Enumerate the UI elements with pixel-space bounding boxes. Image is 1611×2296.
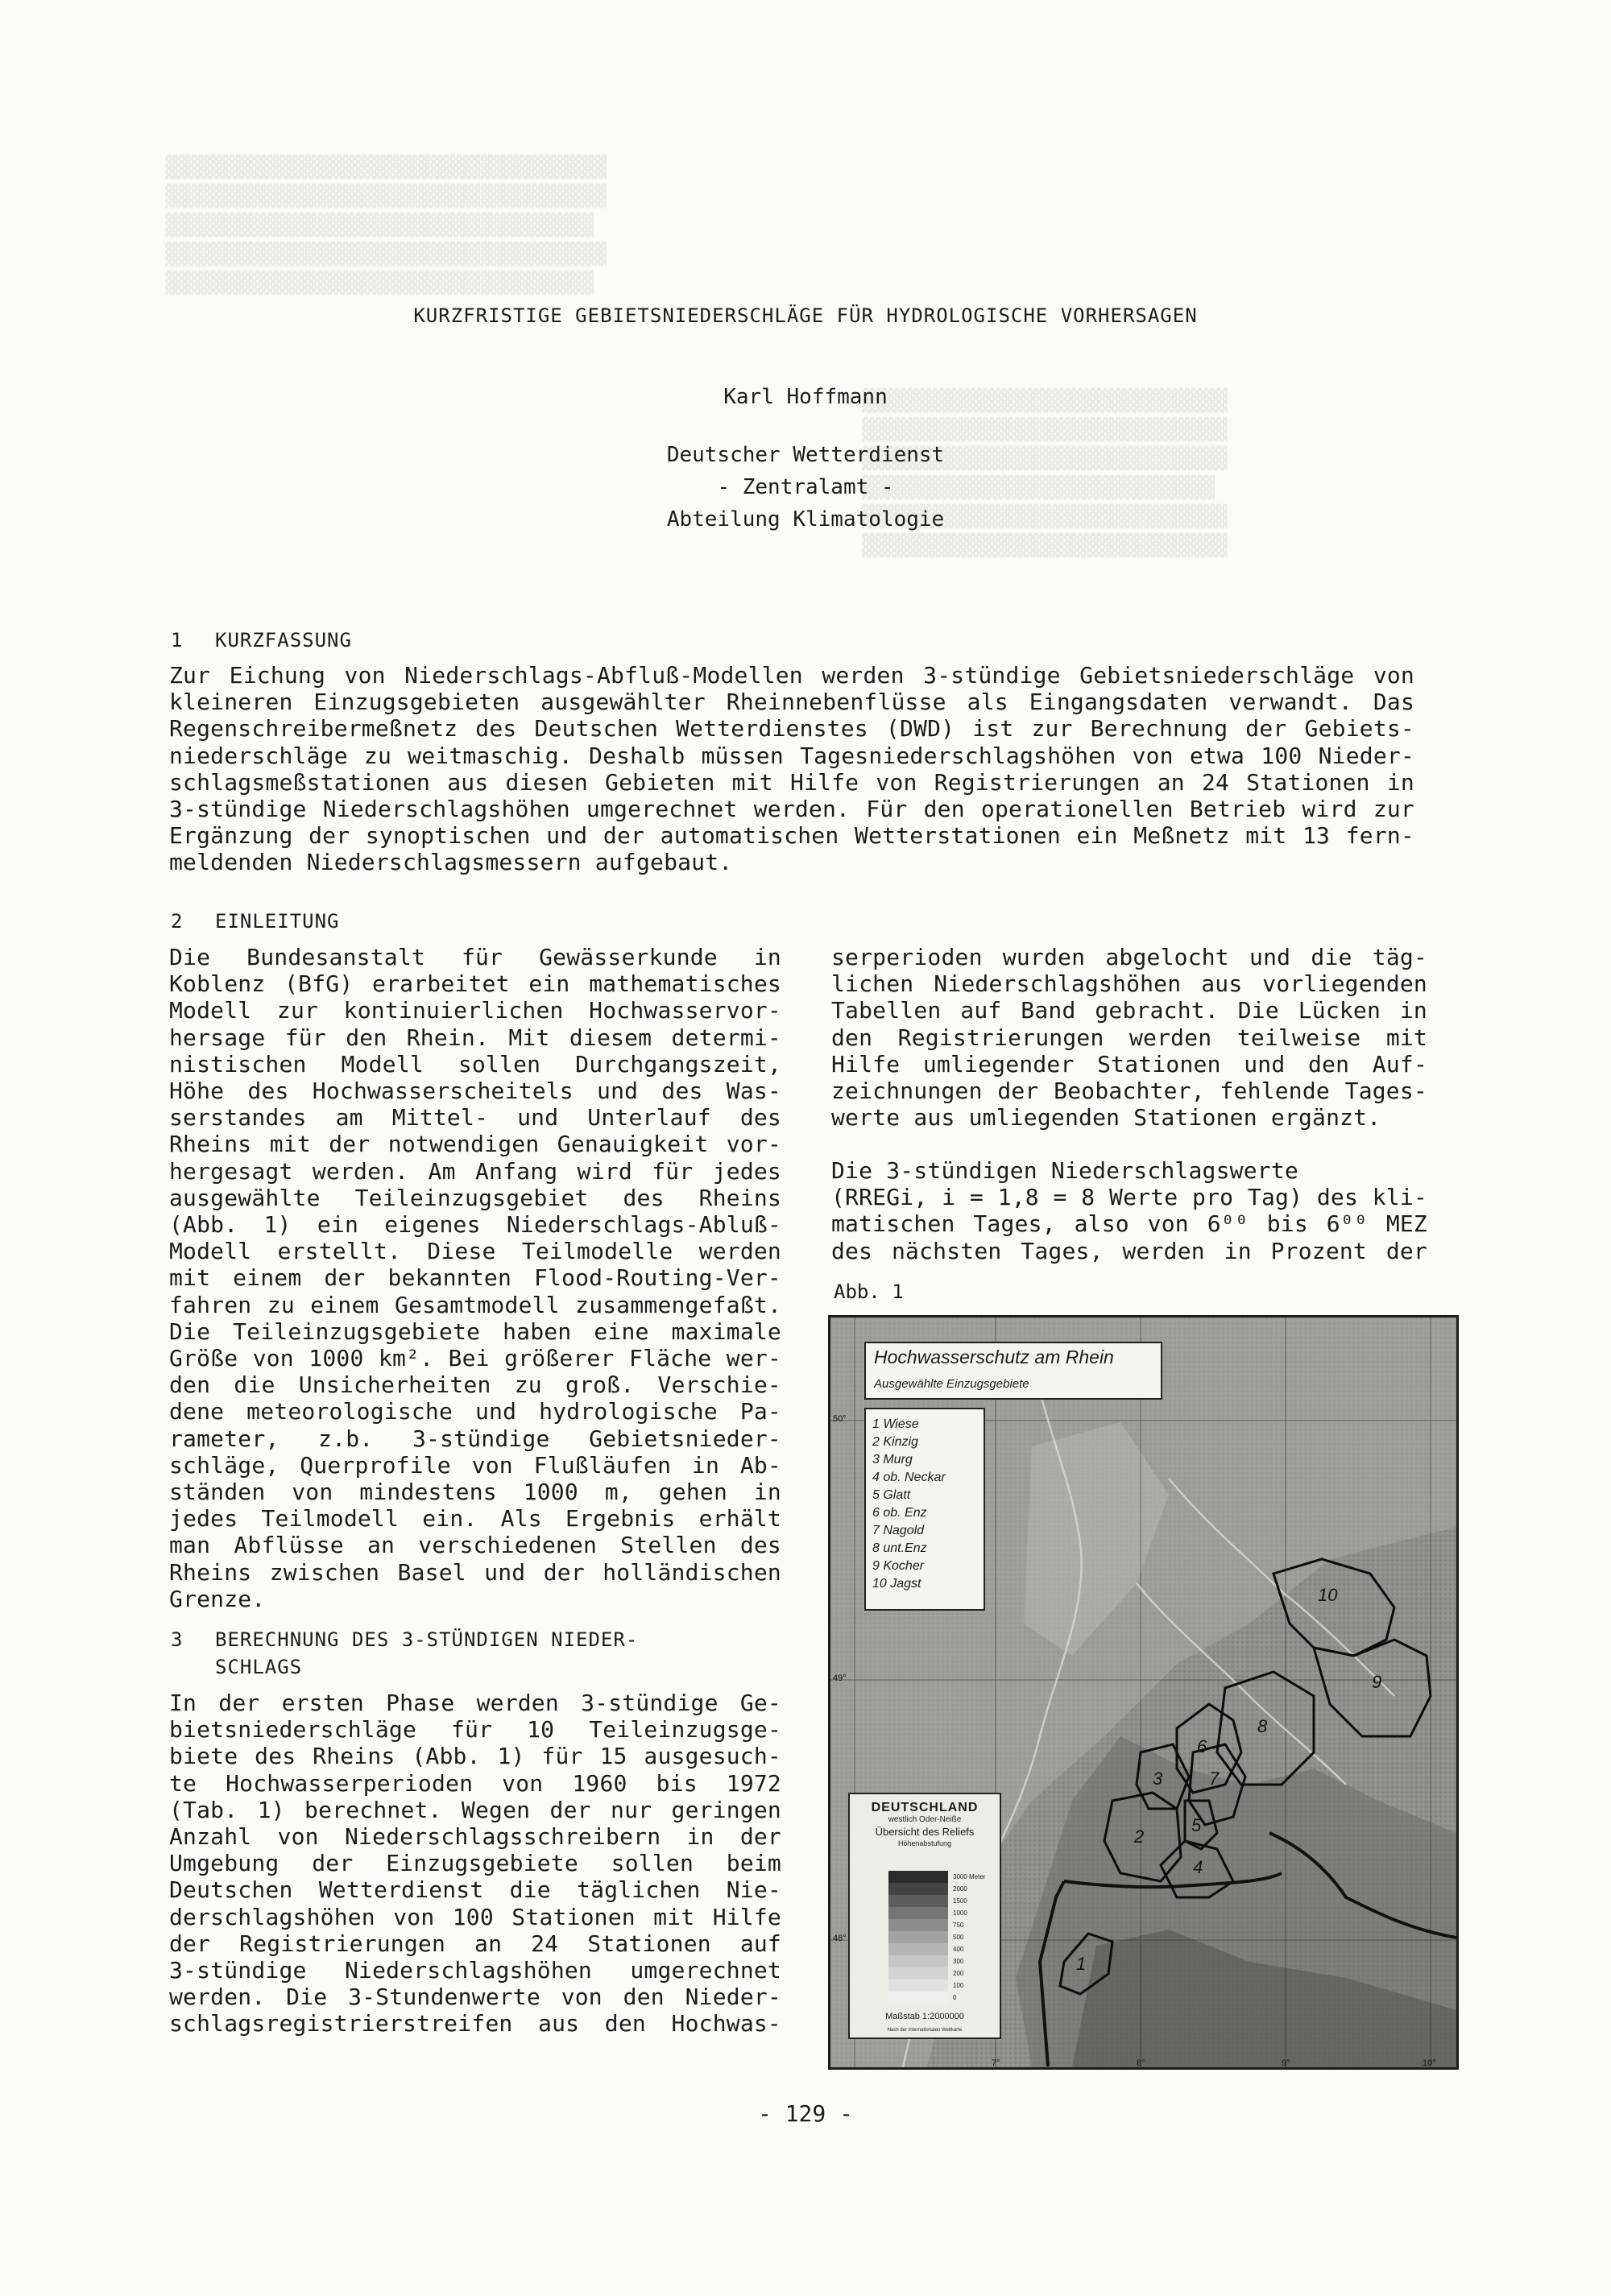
- map-title: Hochwasserschutz am Rhein: [874, 1347, 1114, 1367]
- catchment-label-3: 3: [1153, 1769, 1163, 1789]
- section-number: 3: [171, 1628, 184, 1651]
- relief-level: 100: [953, 1982, 964, 1989]
- section-heading-1: [171, 627, 352, 654]
- latitude-label: 50°: [833, 1414, 847, 1424]
- relief-level: 500: [953, 1934, 964, 1941]
- catchment-label-9: 9: [1372, 1672, 1382, 1692]
- legend-item: 10 Jagst: [872, 1577, 921, 1591]
- catchment-label-1: 1: [1076, 1954, 1087, 1974]
- relief-level: 1000: [953, 1909, 967, 1917]
- legend-item: 5 Glatt: [872, 1488, 911, 1502]
- affiliation-line: - Zentralamt -: [717, 475, 894, 499]
- text-line: 3-stündige Niederschlagshöhen umgerechnet werden. Für den operationellen Betrieb wird zur: [169, 796, 1414, 823]
- bleed-through-text: ▓▓▓▓▓▓▓▓▓▓▓▓▓▓▓▓▓▓▓▓▓▓▓▓▓▓▓▓▓▓▓▓▓▓▓ ▓▓▓▓▓▓▓▓▓▓▓▓▓▓▓▓▓▓▓▓▓▓▓▓▓▓▓▓▓▓▓▓▓▓▓ ▓▓▓▓▓▓▓▓▓▓▓▓▓▓▓▓▓▓▓▓▓▓▓▓▓▓▓▓▓▓▓▓▓▓ ▓▓▓▓▓▓▓▓▓▓▓▓▓▓▓▓▓▓▓▓▓▓▓▓▓▓▓▓▓▓▓▓▓▓▓ ▓▓▓▓▓▓▓▓▓▓▓▓▓▓▓▓▓▓▓▓▓▓▓▓▓▓▓▓▓▓▓▓▓▓: [165, 155, 607, 296]
- text-line: Umgebung der Einzugsgebiete sollen beim: [169, 1850, 781, 1877]
- relief-level: 200: [953, 1970, 964, 1977]
- abstract-paragraph: [169, 662, 1414, 876]
- relief-box-note: Höhenabstufung: [897, 1839, 952, 1847]
- text-line: meldenden Niederschlagsmessern aufgebaut.: [169, 849, 733, 876]
- catchment-label-6: 6: [1197, 1736, 1207, 1756]
- map-legend: [864, 1408, 985, 1611]
- legend-item: 8 unt.Enz: [872, 1541, 927, 1555]
- section-heading-2: [171, 908, 340, 935]
- longitude-label: 9°: [1282, 2058, 1290, 2068]
- text-line: Anzahl von Niederschlagsschreibern in der: [169, 1823, 781, 1851]
- relief-box-subtitle: westlich Oder-Neiße: [888, 1815, 962, 1824]
- text-line: des nächsten Tages, werden in Prozent der: [831, 1237, 1427, 1264]
- figure-caption: Abb. 1: [834, 1280, 904, 1303]
- section-number: 1: [171, 629, 184, 652]
- text-line: (RREGi, i = 1,8 = 8 Werte pro Tag) des kli-: [831, 1184, 1427, 1211]
- relief-scale-labels: [953, 1871, 985, 2004]
- relief-box-heading: Übersicht des Reliefs: [875, 1826, 975, 1838]
- section-heading-3: [171, 1626, 638, 1681]
- text-line: Tabellen auf Band gebracht. Die Lücken in: [831, 997, 1427, 1024]
- legend-item: 1 Wiese: [872, 1417, 919, 1431]
- relief-map-figure: [828, 1315, 1459, 2070]
- text-line: fahren zu einem Gesamtmodell zusammengefaßt.: [169, 1291, 781, 1318]
- text-line: hersage für den Rhein. Mit diesem determi-: [169, 1024, 781, 1051]
- text-line: Die 3-stündigen Niederschlagswerte: [831, 1157, 1298, 1184]
- legend-item: 9 Kocher: [872, 1559, 925, 1573]
- relief-box-title: DEUTSCHLAND: [871, 1801, 979, 1814]
- relief-level: 3000 Meter: [953, 1873, 986, 1880]
- text-line: den Registrierungen werden teilweise mit: [831, 1024, 1427, 1051]
- text-line: rameter, z.b. 3-stündige Gebietsnieder-: [169, 1425, 781, 1452]
- text-line: 3-stündige Niederschlagshöhen umgerechnet: [169, 1957, 781, 1984]
- catchment-label-4: 4: [1193, 1857, 1203, 1877]
- text-line: lichen Niederschlagshöhen aus vorliegenden: [831, 970, 1427, 998]
- text-line: Modell zur kontinuierlichen Hochwasservor-: [169, 997, 781, 1024]
- text-line: Modell erstellt. Diese Teilmodelle werden: [169, 1238, 781, 1265]
- text-line: serstandes am Mittel- und Unterlauf des: [169, 1104, 781, 1131]
- catchment-label-10: 10: [1318, 1585, 1338, 1605]
- paper-title: KURZFRISTIGE GEBIETSNIEDERSCHLÄGE FÜR HYDROLOGISCHE VORHERSAGEN: [413, 304, 1198, 327]
- text-line: mit einem der bekannten Flood-Routing-Ver-: [169, 1264, 781, 1292]
- longitude-label: 10°: [1423, 2058, 1436, 2068]
- text-line: hergesagt werden. Am Anfang wird für jedes: [169, 1157, 781, 1185]
- text-line: der Registrierungen an 24 Stationen auf: [169, 1930, 781, 1957]
- text-line: den die Unsicherheiten zu groß. Verschie-: [169, 1371, 781, 1399]
- text-line: jedes Teilmodell ein. Als Ergebnis erhält: [169, 1505, 781, 1533]
- text-line: Höhe des Hochwasserscheitels und des Was-: [169, 1078, 781, 1105]
- catchment-label-5: 5: [1191, 1815, 1202, 1835]
- text-line: Ergänzung der synoptischen und der automatischen Wetterstationen ein Meßnetz mit 13 fern-: [169, 822, 1414, 850]
- text-line: Die Teileinzugsgebiete haben eine maximale: [169, 1318, 781, 1345]
- text-line: Grenze.: [169, 1585, 266, 1612]
- legend-item: 2 Kinzig: [872, 1435, 918, 1449]
- text-line: niederschläge zu weitmaschig. Deshalb müssen Tagesniederschlagshöhen von etwa 100 Nieder-: [169, 742, 1414, 769]
- text-line: (Abb. 1) ein eigenes Niederschlags-Abluß-: [169, 1211, 781, 1239]
- text-line: matischen Tages, also von 6⁰⁰ bis 6⁰⁰ MEZ: [831, 1210, 1427, 1238]
- text-line: nistischen Modell sollen Durchgangszeit,: [169, 1050, 781, 1078]
- text-line: Größe von 1000 km². Bei größerer Fläche wer-: [169, 1345, 781, 1372]
- text-line: werte aus umliegenden Stationen ergänzt.: [831, 1104, 1381, 1131]
- catchment-label-2: 2: [1134, 1826, 1145, 1847]
- text-line: In der ersten Phase werden 3-stündige Ge-: [169, 1690, 781, 1716]
- relief-level: 300: [953, 1958, 964, 1965]
- text-line: schläge, Querprofile von Flußläufen in Ab-: [169, 1451, 781, 1479]
- text-line: Hilfe umliegender Stationen und den Auf-: [831, 1050, 1427, 1078]
- text-line: serperioden wurden abgelocht und die täg-: [831, 944, 1427, 970]
- calculation-paragraph: [169, 1690, 781, 2037]
- text-line: dene meteorologische und hydrologische Pa-: [169, 1398, 781, 1425]
- text-line: kleineren Einzugsgebieten ausgewählter Rheinnebenflüsse als Eingangsdaten verwandt. Das: [169, 689, 1414, 716]
- affiliation-line: Abteilung Klimatologie: [666, 507, 945, 532]
- text-line: Zur Eichung von Niederschlags-Abfluß-Modellen werden 3-stündige Gebietsniederschläge von: [169, 662, 1414, 689]
- text-line: Regenschreibermeßnetz des Deutschen Wetterdienstes (DWD) ist zur Berechnung der Gebiets-: [169, 715, 1414, 743]
- map-subtitle: Ausgewählte Einzugsgebiete: [874, 1377, 1029, 1391]
- relief-box-scale: Maßstab 1:2000000: [885, 2012, 964, 2021]
- section-number: 2: [171, 910, 184, 933]
- text-line: ausgewählte Teileinzugsgebiet des Rheins: [169, 1184, 781, 1211]
- text-line: derschlagshöhen von 100 Stationen mit Hilfe: [169, 1903, 781, 1930]
- affiliation-line: Deutscher Wetterdienst: [666, 443, 945, 467]
- text-line: te Hochwasserperioden von 1960 bis 1972: [169, 1769, 781, 1797]
- text-line: Die Bundesanstalt für Gewässerkunde in: [169, 944, 781, 970]
- section-title: [215, 1626, 638, 1681]
- longitude-label: 7°: [992, 2058, 1000, 2068]
- relief-level: 2000: [953, 1885, 967, 1893]
- affiliation: [0, 439, 1611, 536]
- text-line: schlagsregistrierstreifen aus den Hochwas-: [169, 2010, 781, 2037]
- relief-level: 0: [953, 1994, 957, 2001]
- relief-overview-box: [848, 1793, 1001, 2039]
- catchment-label-8: 8: [1257, 1716, 1268, 1736]
- relief-level: 1500: [953, 1897, 967, 1905]
- text-line: biete des Rheins (Abb. 1) für 15 ausgesuch-: [169, 1743, 781, 1770]
- legend-item: 7 Nagold: [872, 1524, 925, 1537]
- text-line: (Tab. 1) berechnet. Wegen der nur geringen: [169, 1796, 781, 1823]
- legend-item: 3 Murg: [872, 1453, 913, 1467]
- text-line: ständen von mindestens 1000 m, gehen in: [169, 1479, 781, 1506]
- text-line: bietsniederschläge für 10 Teileinzugsge-: [169, 1716, 781, 1744]
- section-title: KURZFASSUNG: [215, 629, 352, 652]
- text-line: Rheins mit der notwendigen Genauigkeit vor-: [169, 1131, 781, 1158]
- legend-item: 6 ob. Enz: [872, 1506, 927, 1520]
- relief-box-source: Nach der Internationalen Weltkarte: [887, 2028, 963, 2033]
- section-title: EINLEITUNG: [215, 910, 340, 933]
- catchment-label-7: 7: [1209, 1769, 1220, 1789]
- text-line: man Abflüsse an verschiedenen Stellen des: [169, 1532, 781, 1559]
- map-title-box: [864, 1342, 1162, 1400]
- text-line: Koblenz (BfG) erarbeitet ein mathematisches: [169, 970, 781, 998]
- text-line: zeichnungen der Beobachter, fehlende Tages-: [831, 1078, 1427, 1105]
- relief-color-scale: [888, 1871, 948, 2004]
- text-line: Deutschen Wetterdienst die täglichen Nie-: [169, 1876, 781, 1904]
- section-title-line: BERECHNUNG DES 3-STÜNDIGEN NIEDER-: [215, 1628, 639, 1651]
- text-line: schlagsmeßstationen aus diesen Gebieten mit Hilfe von Registrierungen an 24 Stationen in: [169, 768, 1414, 796]
- text-line: werden. Die 3-Stundenwerte von den Nieder-: [169, 1984, 781, 2011]
- relief-level: 750: [953, 1922, 964, 1929]
- bleed-through-text-right: ▓▓▓▓▓▓▓▓▓▓▓▓▓▓▓▓▓▓▓▓▓▓▓▓▓▓▓▓▓ ▓▓▓▓▓▓▓▓▓▓▓▓▓▓▓▓▓▓▓▓▓▓▓▓▓▓▓▓▓ ▓▓▓▓▓▓▓▓▓▓▓▓▓▓▓▓▓▓▓▓▓▓▓▓▓▓▓▓▓ ▓▓▓▓▓▓▓▓▓▓▓▓▓▓▓▓▓▓▓▓▓▓▓▓▓▓▓▓ ▓▓▓▓▓▓▓▓▓▓▓▓▓▓▓▓▓▓▓▓▓▓▓▓▓▓▓▓▓ ▓▓▓▓▓▓▓▓▓▓▓▓▓▓▓▓▓▓▓▓▓▓▓▓▓▓▓▓▓: [862, 389, 1228, 558]
- right-column-paragraph-1: [831, 944, 1427, 1131]
- right-column-paragraph-2: [831, 1157, 1427, 1264]
- legend-item: 4 ob. Neckar: [872, 1471, 946, 1484]
- page-number: - 129 -: [757, 2100, 853, 2127]
- latitude-label: 49°: [833, 1673, 847, 1683]
- text-line: Rheins zwischen Basel und der holländischen: [169, 1558, 781, 1586]
- latitude-label: 48°: [833, 1934, 847, 1943]
- relief-level: 400: [953, 1946, 964, 1953]
- section-title-line: SCHLAGS: [215, 1656, 303, 1678]
- introduction-paragraph: [169, 944, 781, 1612]
- longitude-label: 8°: [1137, 2058, 1145, 2068]
- author-name: Karl Hoffmann: [723, 385, 888, 409]
